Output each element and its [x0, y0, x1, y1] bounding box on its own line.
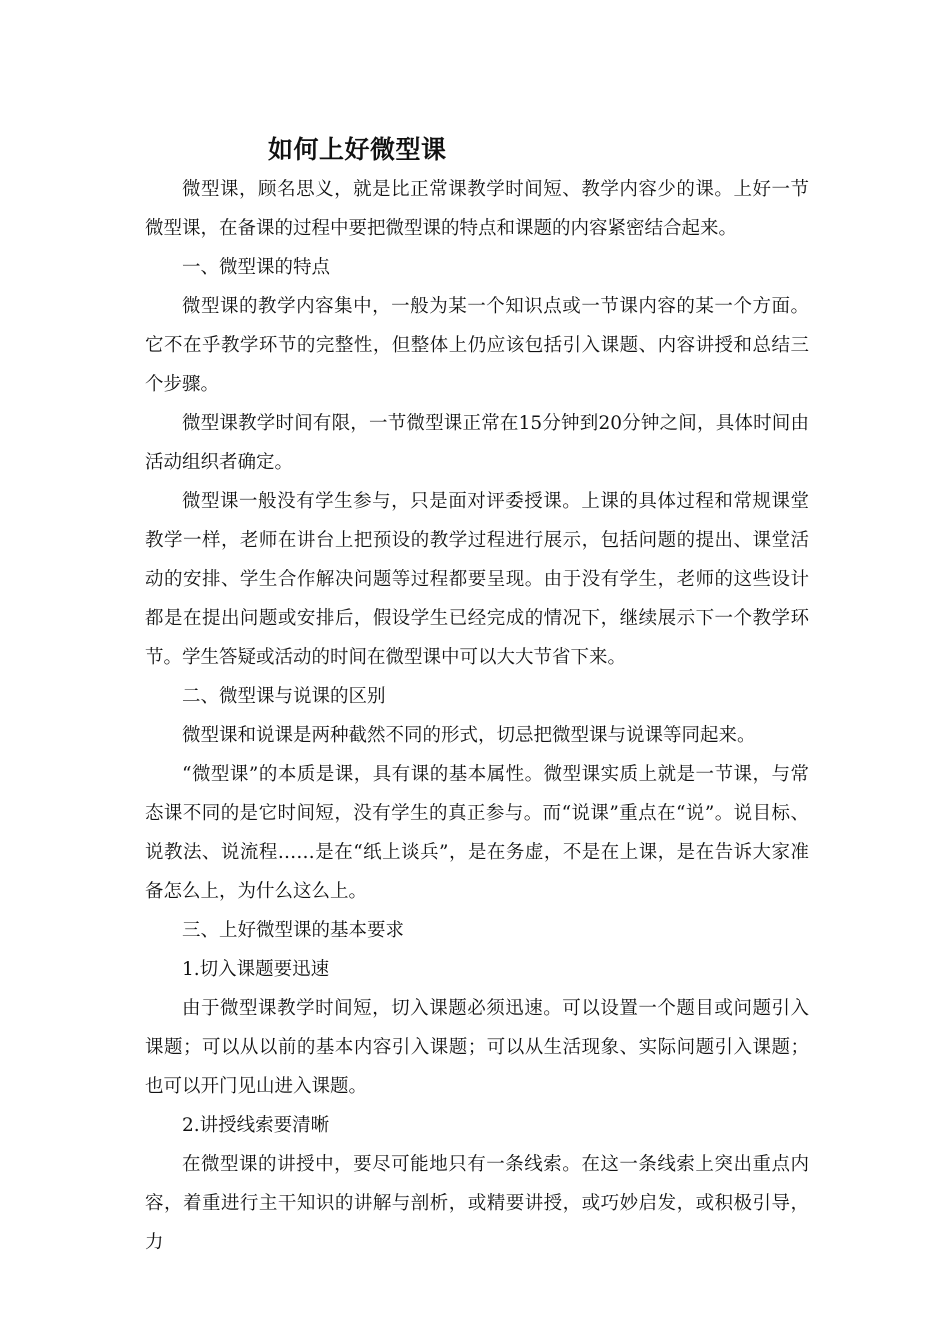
paragraph-difference-detail: “微型课”的本质是课，具有课的基本属性。微型课实质上就是一节课，与常态课不同的是它时间短，没有学生的真正参与。而“说课”重点在“说”。说目标、说教法、说流程……是在“纸上谈兵”，是在务虚，不是在上课，是在告诉大家准备怎么上，为什么这么上。 [145, 764, 809, 902]
document-body [145, 170, 809, 1262]
section-heading-difference: 二、微型课与说课的区别 [182, 686, 386, 707]
paragraph-features-content: 微型课的教学内容集中，一般为某一个知识点或一节课内容的某一个方面。它不在乎教学环节的完整性，但整体上仍应该包括引入课题、内容讲授和总结三个步骤。 [145, 296, 809, 395]
paragraph-difference-summary: 微型课和说课是两种截然不同的形式，切忌把微型课与说课等同起来。 [182, 725, 756, 746]
paragraph-clear-thread: 在微型课的讲授中，要尽可能地只有一条线索。在这一条线索上突出重点内容，着重进行主干知识的讲解与剖析，或精要讲授，或巧妙启发，或积极引导，力 [145, 1154, 809, 1253]
paragraph-intro: 微型课，顾名思义，就是比正常课教学时间短、教学内容少的课。上好一节微型课，在备课的过程中要把微型课的特点和课题的内容紧密结合起来。 [145, 179, 809, 239]
paragraph-features-time: 微型课教学时间有限，一节微型课正常在15分钟到20分钟之间，具体时间由活动组织者确定。 [145, 413, 809, 473]
paragraph-features-students: 微型课一般没有学生参与，只是面对评委授课。上课的具体过程和常规课堂教学一样，老师在讲台上把预设的教学过程进行展示，包括问题的提出、课堂活动的安排、学生合作解决问题等过程都要呈现。由于没有学生，老师的这些设计都是在提出问题或安排后，假设学生已经完成的情况下，继续展示下一个教学环节。学生答疑或活动的时间在微型课中可以大大节省下来。 [145, 491, 809, 668]
paragraph-topic-entry: 由于微型课教学时间短，切入课题必须迅速。可以设置一个题目或问题引入课题；可以从以前的基本内容引入课题；可以从生活现象、实际问题引入课题；也可以开门见山进入课题。 [145, 998, 809, 1097]
document-title: 如何上好微型课 [268, 135, 447, 164]
section-heading-features: 一、微型课的特点 [182, 257, 331, 278]
section-heading-requirements: 三、上好微型课的基本要求 [182, 920, 405, 941]
subheading-clear-thread: 2.讲授线索要清晰 [182, 1115, 330, 1136]
subheading-topic-entry: 1.切入课题要迅速 [182, 959, 330, 980]
